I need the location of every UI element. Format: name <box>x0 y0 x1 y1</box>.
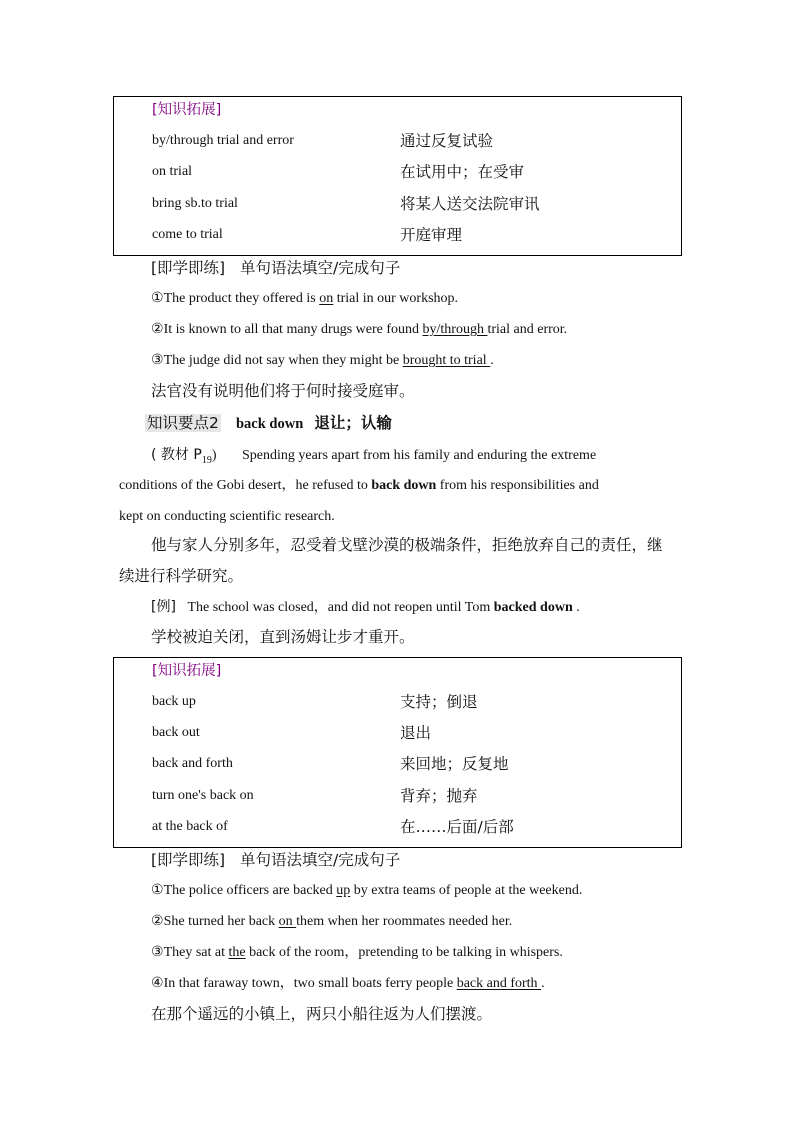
sentence-text: back of the room，pretending to be talking in whispers. <box>245 945 563 960</box>
sentence-text: It is known to all that many drugs were found <box>163 322 423 337</box>
sentence-number: ① <box>151 291 164 306</box>
phrase-row <box>114 692 681 712</box>
phrase-meaning: 通过反复试验 <box>400 132 494 150</box>
practice-heading <box>151 850 400 870</box>
answer-blank: by/through <box>422 322 488 337</box>
practice-instruction: 单句语法填空/完成句子 <box>240 259 401 277</box>
phrase-term: at the back of <box>152 819 228 834</box>
knowledge-box-1 <box>113 96 682 256</box>
source-text: conditions of the Gobi desert，he refused to <box>119 478 372 493</box>
phrase-row <box>114 723 681 743</box>
example-text: . <box>572 600 580 615</box>
phrase-term: come to trial <box>152 227 223 242</box>
source-page: 19 <box>201 454 212 466</box>
practice-instruction: 单句语法填空/完成句子 <box>240 851 401 869</box>
sentence-text: She turned her back <box>163 914 279 929</box>
phrase-row <box>114 754 681 774</box>
phrase-meaning: 支持；倒退 <box>400 693 478 711</box>
sentence-translation: 法官没有说明他们将于何时接受庭审。 <box>151 382 415 400</box>
sentence-text: trial and error. <box>487 322 568 337</box>
key-phrase: back down <box>235 416 304 432</box>
practice-sentence <box>151 351 494 371</box>
example-translation: 学校被迫关闭，直到汤姆让步才重开。 <box>151 628 415 646</box>
practice-tag: [即学即练] <box>151 851 226 869</box>
sentence-text: They sat at <box>163 945 229 960</box>
phrase-meaning: 退出 <box>400 724 432 742</box>
sentence-number: ② <box>151 322 164 337</box>
answer-blank: on <box>319 291 334 306</box>
phrase-meaning: 来回地；反复地 <box>400 755 509 773</box>
answer-blank: the <box>228 945 246 960</box>
phrase-meaning: 在……后面/后部 <box>400 818 514 836</box>
answer-blank: up <box>336 883 351 898</box>
phrase-meaning: 在试用中；在受审 <box>400 163 525 181</box>
phrase-meaning: 开庭审理 <box>400 226 463 244</box>
phrase-row <box>114 131 681 151</box>
phrase-row <box>114 162 681 182</box>
source-label: ( 教材 P <box>151 447 202 463</box>
box-title: [知识拓展] <box>152 102 222 118</box>
source-translation: 他与家人分别多年，忍受着戈壁沙漠的极端条件，拒绝放弃自己的责任，继 <box>151 536 663 554</box>
answer-blank: on <box>278 914 297 929</box>
phrase-term: by/through trial and error <box>152 133 294 148</box>
sentence-text: In that faraway town，two small boats ferry people <box>163 976 457 991</box>
source-text: Spending years apart from his family and enduring the extreme <box>241 448 597 463</box>
source-text-line <box>119 476 599 496</box>
sentence-text: by extra teams of people at the weekend. <box>350 883 583 898</box>
key-phrase-meaning: 退让；认输 <box>314 414 392 432</box>
phrase-row <box>114 194 681 214</box>
phrase-meaning: 背弃；抛弃 <box>400 787 478 805</box>
phrase-term: back and forth <box>152 756 233 771</box>
practice-sentence <box>151 974 545 994</box>
practice-sentence <box>151 912 512 932</box>
phrase-term: on trial <box>152 164 193 179</box>
sentence-text: The police officers are backed <box>163 883 337 898</box>
knowledge-box-2 <box>113 657 682 848</box>
sentence-number: ③ <box>151 353 164 368</box>
sentence-number: ④ <box>151 976 164 991</box>
practice-sentence <box>151 289 458 309</box>
phrase-row <box>114 786 681 806</box>
source-text-line: kept on conducting scientific research. <box>119 509 335 524</box>
source-text: from his responsibilities and <box>436 478 599 493</box>
practice-tag: [即学即练] <box>151 259 226 277</box>
box-title: [知识拓展] <box>152 663 222 679</box>
example-tag: [例] <box>151 599 176 615</box>
sentence-text: trial in our workshop. <box>333 291 459 306</box>
knowledge-point-heading <box>145 413 392 434</box>
practice-heading <box>151 258 400 278</box>
phrase-term: back up <box>152 694 196 709</box>
sentence-translation: 在那个遥远的小镇上，两只小船往返为人们摆渡。 <box>151 1005 493 1023</box>
practice-sentence <box>151 320 567 340</box>
example-sentence <box>151 597 580 618</box>
key-phrase-highlight: back down <box>371 478 437 493</box>
phrase-term: bring sb.to trial <box>152 196 238 211</box>
knowledge-point-tag: 知识要点2 <box>147 414 219 432</box>
source-translation: 续进行科学研究。 <box>119 567 244 585</box>
sentence-text: . <box>490 353 494 368</box>
sentence-number: ② <box>151 914 164 929</box>
practice-sentence <box>151 881 582 901</box>
example-text: The school was closed，and did not reopen until Tom <box>187 600 494 615</box>
source-close: ) <box>211 448 217 463</box>
sentence-text: them when her roommates needed her. <box>296 914 513 929</box>
phrase-term: turn one's back on <box>152 788 254 803</box>
sentence-text: The judge did not say when they might be <box>163 353 403 368</box>
phrase-row <box>114 225 681 245</box>
sentence-text: The product they offered is <box>163 291 320 306</box>
answer-blank: back and forth <box>456 976 542 991</box>
sentence-number: ① <box>151 883 164 898</box>
answer-blank: brought to trial <box>402 353 491 368</box>
source-text-line <box>151 445 596 471</box>
phrase-row <box>114 817 681 837</box>
phrase-meaning: 将某人送交法院审讯 <box>400 195 540 213</box>
sentence-number: ③ <box>151 945 164 960</box>
practice-sentence <box>151 943 563 963</box>
sentence-text: . <box>541 976 545 991</box>
phrase-term: back out <box>152 725 200 740</box>
key-phrase-highlight: backed down <box>493 600 573 615</box>
